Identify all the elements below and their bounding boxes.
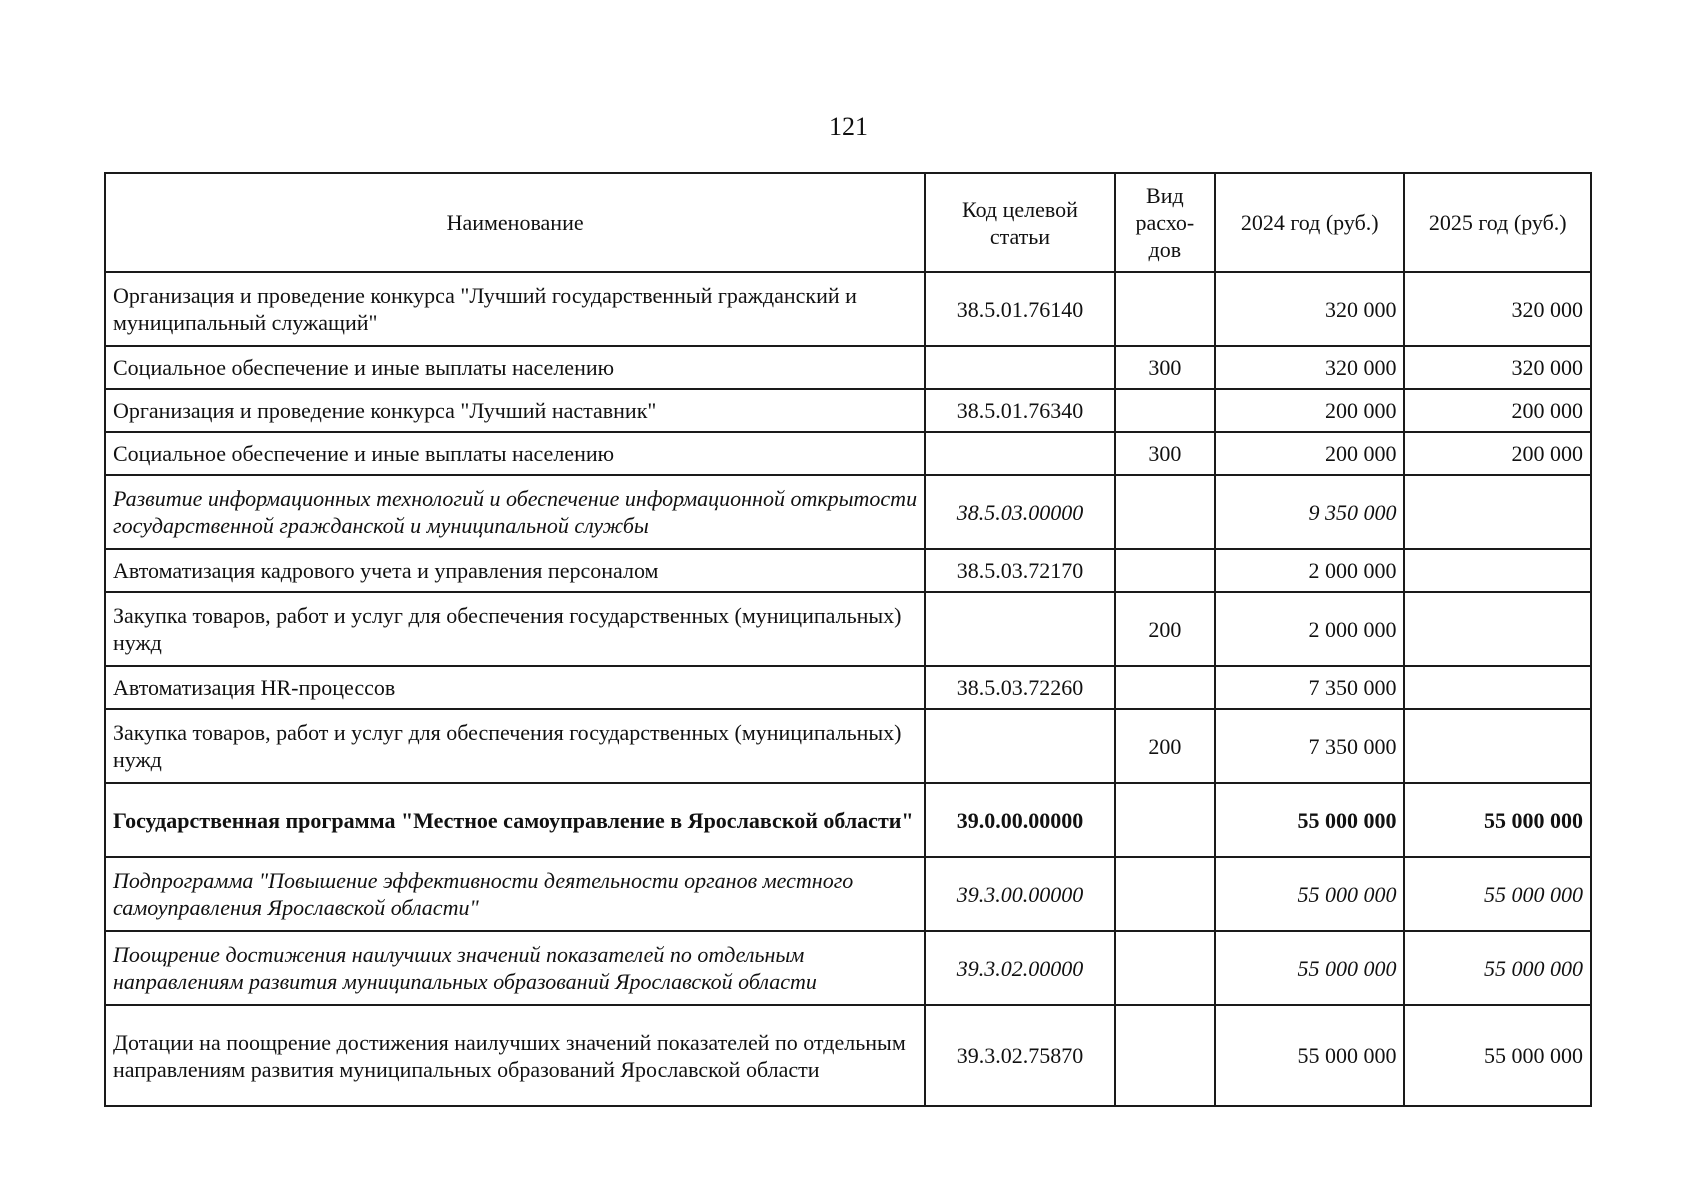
cell-2025 — [1404, 592, 1591, 666]
cell-name: Автоматизация кадрового учета и управления персоналом — [105, 549, 925, 592]
table-row — [105, 931, 1591, 1005]
cell-name: Социальное обеспечение и иные выплаты населению — [105, 346, 925, 389]
cell-2025: 320 000 — [1404, 272, 1591, 346]
budget-table — [104, 172, 1592, 1107]
cell-2024: 200 000 — [1215, 432, 1405, 475]
cell-expense-type — [1115, 783, 1215, 857]
cell-expense-type — [1115, 1005, 1215, 1106]
cell-name: Подпрограмма "Повышение эффективности деятельности органов местного самоуправления Ярославской области" — [105, 857, 925, 931]
cell-expense-type: 200 — [1115, 709, 1215, 783]
cell-code — [925, 592, 1115, 666]
cell-2024: 320 000 — [1215, 346, 1405, 389]
cell-name: Закупка товаров, работ и услуг для обеспечения государственных (муниципальных) нужд — [105, 592, 925, 666]
cell-2024: 2 000 000 — [1215, 549, 1405, 592]
header-expense-type: Вид расхо-дов — [1115, 173, 1215, 272]
cell-2025: 55 000 000 — [1404, 857, 1591, 931]
cell-name: Дотации на поощрение достижения наилучших значений показателей по отдельным направлениям развития муниципальных образований Ярославской области — [105, 1005, 925, 1106]
cell-code: 38.5.03.72260 — [925, 666, 1115, 709]
cell-code: 39.3.02.00000 — [925, 931, 1115, 1005]
cell-code: 39.3.02.75870 — [925, 1005, 1115, 1106]
table-row — [105, 346, 1591, 389]
cell-code — [925, 432, 1115, 475]
cell-2025 — [1404, 549, 1591, 592]
cell-code: 39.3.00.00000 — [925, 857, 1115, 931]
cell-2025: 55 000 000 — [1404, 1005, 1591, 1106]
table-row — [105, 272, 1591, 346]
table-header-row — [105, 173, 1591, 272]
cell-2024: 200 000 — [1215, 389, 1405, 432]
cell-name: Организация и проведение конкурса "Лучший наставник" — [105, 389, 925, 432]
header-2024: 2024 год (руб.) — [1215, 173, 1405, 272]
table-row — [105, 783, 1591, 857]
table-row — [105, 592, 1591, 666]
table-row — [105, 857, 1591, 931]
cell-expense-type: 300 — [1115, 432, 1215, 475]
header-name: Наименование — [105, 173, 925, 272]
cell-2024: 7 350 000 — [1215, 666, 1405, 709]
cell-expense-type — [1115, 475, 1215, 549]
cell-name: Закупка товаров, работ и услуг для обеспечения государственных (муниципальных) нужд — [105, 709, 925, 783]
cell-2025 — [1404, 709, 1591, 783]
table-row — [105, 475, 1591, 549]
cell-2024: 55 000 000 — [1215, 931, 1405, 1005]
cell-expense-type — [1115, 857, 1215, 931]
cell-expense-type — [1115, 931, 1215, 1005]
cell-2024: 320 000 — [1215, 272, 1405, 346]
cell-code: 39.0.00.00000 — [925, 783, 1115, 857]
cell-2025 — [1404, 475, 1591, 549]
cell-2024: 55 000 000 — [1215, 783, 1405, 857]
cell-expense-type — [1115, 549, 1215, 592]
cell-2025 — [1404, 666, 1591, 709]
table-row — [105, 432, 1591, 475]
cell-2025: 200 000 — [1404, 432, 1591, 475]
header-code: Код целевой статьи — [925, 173, 1115, 272]
table-row — [105, 389, 1591, 432]
cell-code — [925, 709, 1115, 783]
cell-2024: 2 000 000 — [1215, 592, 1405, 666]
table-row — [105, 1005, 1591, 1106]
cell-2024: 9 350 000 — [1215, 475, 1405, 549]
cell-name: Поощрение достижения наилучших значений показателей по отдельным направлениям развития муниципальных образований Ярославской области — [105, 931, 925, 1005]
cell-2025: 320 000 — [1404, 346, 1591, 389]
cell-name: Развитие информационных технологий и обеспечение информационной открытости государственной гражданской и муниципальной службы — [105, 475, 925, 549]
cell-2025: 55 000 000 — [1404, 931, 1591, 1005]
cell-code: 38.5.01.76340 — [925, 389, 1115, 432]
table-row — [105, 709, 1591, 783]
cell-name: Социальное обеспечение и иные выплаты населению — [105, 432, 925, 475]
cell-name: Автоматизация HR-процессов — [105, 666, 925, 709]
cell-expense-type — [1115, 389, 1215, 432]
table-row — [105, 666, 1591, 709]
cell-2024: 7 350 000 — [1215, 709, 1405, 783]
cell-expense-type: 300 — [1115, 346, 1215, 389]
cell-2025: 55 000 000 — [1404, 783, 1591, 857]
cell-code: 38.5.01.76140 — [925, 272, 1115, 346]
cell-expense-type: 200 — [1115, 592, 1215, 666]
table-row — [105, 549, 1591, 592]
cell-expense-type — [1115, 272, 1215, 346]
cell-code: 38.5.03.72170 — [925, 549, 1115, 592]
cell-code — [925, 346, 1115, 389]
cell-2024: 55 000 000 — [1215, 857, 1405, 931]
cell-2024: 55 000 000 — [1215, 1005, 1405, 1106]
cell-name: Государственная программа "Местное самоуправление в Ярославской области" — [105, 783, 925, 857]
cell-2025: 200 000 — [1404, 389, 1591, 432]
cell-code: 38.5.03.00000 — [925, 475, 1115, 549]
header-2025: 2025 год (руб.) — [1404, 173, 1591, 272]
page-number: 121 — [829, 112, 868, 141]
cell-name: Организация и проведение конкурса "Лучший государственный гражданский и муниципальный служащий" — [105, 272, 925, 346]
cell-expense-type — [1115, 666, 1215, 709]
